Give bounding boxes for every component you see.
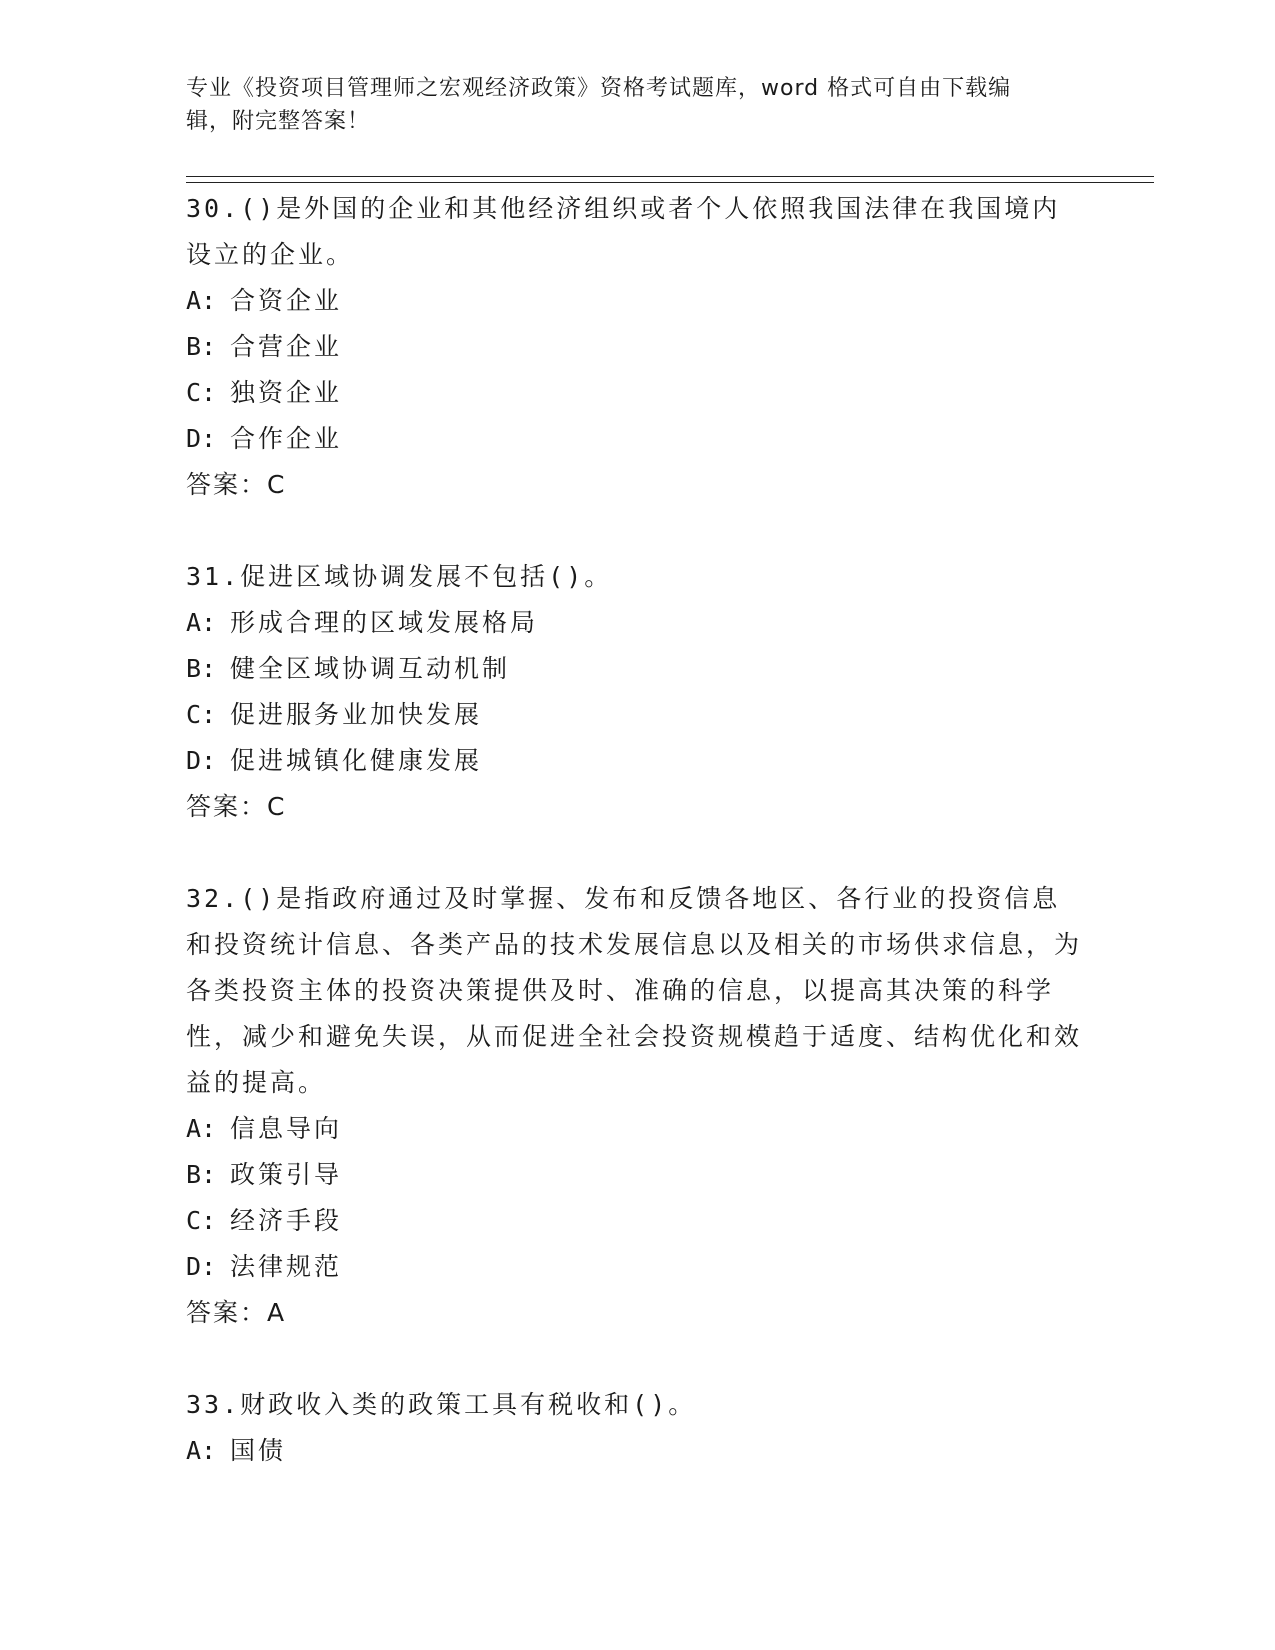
question-33 xyxy=(186,1382,1086,1474)
option-c xyxy=(186,1198,1086,1244)
option-text: 促进城镇化健康发展 xyxy=(230,746,483,775)
option-letter: B: xyxy=(186,654,217,683)
option-letter: A: xyxy=(186,608,217,637)
header-divider-top xyxy=(186,176,1154,177)
option-letter: B: xyxy=(186,332,217,361)
option-letter: C: xyxy=(186,378,217,407)
option-d xyxy=(186,1244,1086,1290)
question-text: 30.()是外国的企业和其他经济组织或者个人依照我国法律在我国境内设立的企业。 xyxy=(186,194,1061,269)
option-a xyxy=(186,1106,1086,1152)
question-32 xyxy=(186,876,1086,1336)
option-letter: C: xyxy=(186,700,217,729)
option-letter: A: xyxy=(186,1436,217,1465)
option-b xyxy=(186,324,1086,370)
option-text: 形成合理的区域发展格局 xyxy=(230,608,539,637)
option-b xyxy=(186,646,1086,692)
option-a xyxy=(186,1428,1086,1474)
option-d xyxy=(186,416,1086,462)
option-text: 政策引导 xyxy=(230,1160,343,1189)
option-text: 合营企业 xyxy=(230,332,343,361)
option-text: 合资企业 xyxy=(230,286,343,315)
option-letter: A: xyxy=(186,1114,217,1143)
option-letter: C: xyxy=(186,1206,217,1235)
option-letter: B: xyxy=(186,1160,217,1189)
option-text: 信息导向 xyxy=(230,1114,343,1143)
option-letter: D: xyxy=(186,746,217,775)
option-c xyxy=(186,692,1086,738)
option-d xyxy=(186,738,1086,784)
option-text: 国债 xyxy=(230,1436,287,1465)
answer-line: 答案：A xyxy=(186,1298,287,1327)
answer-line: 答案：C xyxy=(186,792,287,821)
question-text: 31.促进区域协调发展不包括()。 xyxy=(186,562,613,591)
option-letter: D: xyxy=(186,424,217,453)
option-text: 合作企业 xyxy=(230,424,343,453)
option-c xyxy=(186,370,1086,416)
question-list xyxy=(186,186,1086,1520)
question-31 xyxy=(186,554,1086,830)
option-a xyxy=(186,278,1086,324)
option-letter: A: xyxy=(186,286,217,315)
option-b xyxy=(186,1152,1086,1198)
document-header xyxy=(186,72,1066,138)
option-letter: D: xyxy=(186,1252,217,1281)
option-text: 独资企业 xyxy=(230,378,343,407)
option-text: 经济手段 xyxy=(230,1206,343,1235)
question-30 xyxy=(186,186,1086,508)
question-text: 33.财政收入类的政策工具有税收和()。 xyxy=(186,1390,697,1419)
option-text: 健全区域协调互动机制 xyxy=(230,654,511,683)
option-a xyxy=(186,600,1086,646)
question-text: 32.()是指政府通过及时掌握、发布和反馈各地区、各行业的投资信息和投资统计信息、各类产品的技术发展信息以及相关的市场供求信息，为各类投资主体的投资决策提供及时、准确的信息，以提高其决策的科学性，减少和避免失误，从而促进全社会投资规模趋于适度、结构优化和效益的提高。 xyxy=(186,884,1083,1097)
option-text: 促进服务业加快发展 xyxy=(230,700,483,729)
option-text: 法律规范 xyxy=(230,1252,343,1281)
answer-line: 答案：C xyxy=(186,470,287,499)
header-line-1: 专业《投资项目管理师之宏观经济政策》资格考试题库，word 格式可自由下载编 xyxy=(186,76,1012,101)
header-divider-bottom xyxy=(186,182,1154,183)
header-line-2: 辑，附完整答案！ xyxy=(186,109,371,134)
